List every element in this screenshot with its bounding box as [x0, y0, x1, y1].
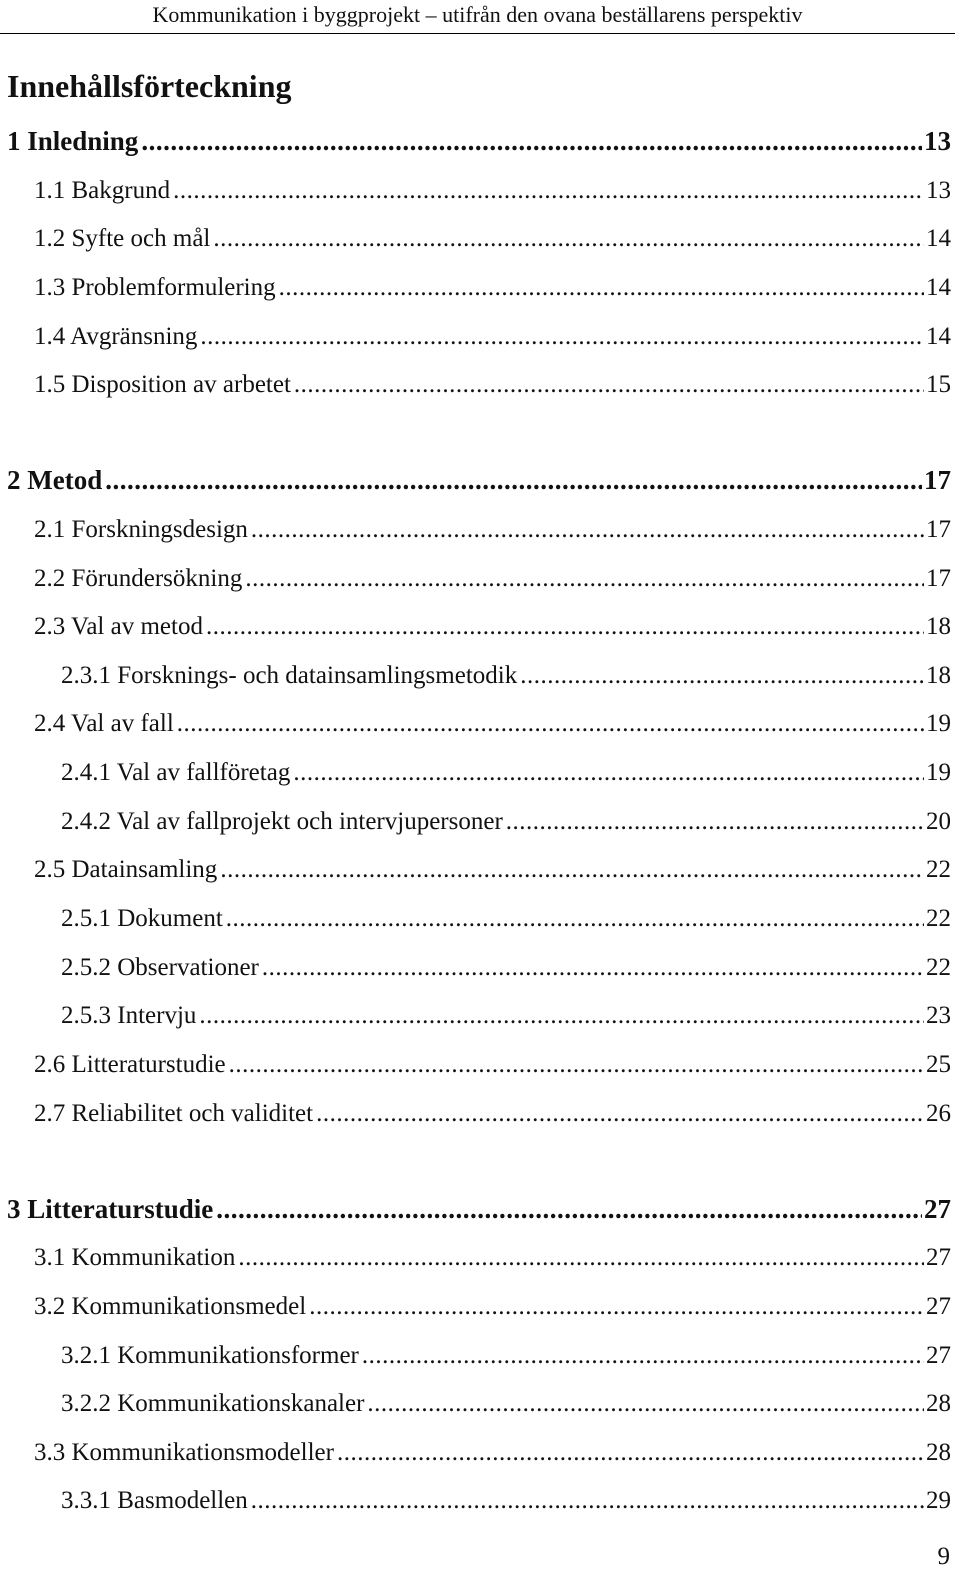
toc-entry[interactable] [34, 1094, 951, 1134]
toc-entry-label: 1.5 Disposition av arbetet [34, 371, 291, 398]
dot-leader [238, 1238, 924, 1278]
dot-leader [316, 1094, 924, 1134]
toc-entry-label: 2.5.3 Intervju [61, 1002, 197, 1029]
toc-entry-label: 2.1 Forskningsdesign [34, 516, 248, 543]
toc-entry-page: 22 [926, 905, 951, 932]
toc-entry-page: 25 [926, 1051, 951, 1078]
toc-entry-page: 13 [926, 177, 951, 204]
dot-leader [206, 607, 924, 647]
toc-entry-page: 27 [926, 1342, 951, 1369]
toc-entry-label: 2.4 Val av fall [34, 710, 174, 737]
toc-entry-page: 14 [926, 225, 951, 252]
toc-entry-label: 1.4 Avgränsning [34, 323, 198, 350]
toc-entry[interactable] [7, 1189, 951, 1229]
toc-entry[interactable] [7, 121, 951, 161]
toc-entry[interactable] [34, 365, 951, 405]
dot-leader [173, 171, 924, 211]
toc-entry-label: 2.5 Datainsamling [34, 856, 218, 883]
running-header: Kommunikation i byggprojekt – utifrån den ovana beställarens perspektiv [0, 0, 955, 34]
dot-leader [293, 753, 924, 793]
toc-entry[interactable] [61, 1336, 951, 1376]
dot-leader [262, 948, 924, 988]
toc-entry-page: 27 [926, 1244, 951, 1271]
toc-entry-page: 27 [926, 1293, 951, 1320]
toc-entry[interactable] [34, 1238, 951, 1278]
dot-leader [213, 219, 924, 259]
dot-leader [245, 559, 924, 599]
toc-entry[interactable] [34, 317, 951, 357]
toc-entry-label: 3.1 Kommunikation [34, 1244, 236, 1271]
toc-entry-page: 28 [926, 1390, 951, 1417]
toc-entry[interactable] [34, 1045, 951, 1085]
toc-entry-page: 14 [926, 274, 951, 301]
toc-entry[interactable] [7, 460, 951, 500]
toc-entry-label: 3.3 Kommunikationsmodeller [34, 1439, 334, 1466]
toc-entry-label: 2.6 Litteraturstudie [34, 1051, 226, 1078]
toc-entry[interactable] [34, 607, 951, 647]
toc-entry-label: 1.3 Problemformulering [34, 274, 276, 301]
toc-entry-page: 28 [926, 1439, 951, 1466]
toc-entry-page: 22 [926, 954, 951, 981]
dot-leader [216, 1189, 922, 1229]
toc-entry[interactable] [34, 171, 951, 211]
toc-entry-label: 2.7 Reliabilitet och validitet [34, 1100, 314, 1127]
dot-leader [229, 1045, 924, 1085]
toc-entry-label: 3 Litteraturstudie [7, 1194, 214, 1224]
toc-entry-label: 2.4.2 Val av fallprojekt och intervjupersoner [61, 808, 503, 835]
toc-entry[interactable] [34, 559, 951, 599]
page-number: 9 [937, 1543, 950, 1570]
toc-entry-page: 19 [926, 759, 951, 786]
toc-entry[interactable] [61, 1481, 951, 1521]
toc-entry-page: 26 [926, 1100, 951, 1127]
toc-entry-label: 2 Metod [7, 465, 103, 495]
dot-leader [200, 317, 924, 357]
toc-entry-label: 1 Inledning [7, 126, 139, 156]
dot-leader [251, 1481, 924, 1521]
toc-entry-label: 2.4.1 Val av fallföretag [61, 759, 291, 786]
toc-entry[interactable] [34, 704, 951, 744]
toc-entry-label: 2.3 Val av metod [34, 613, 203, 640]
toc-entry-label: 3.2.1 Kommunikationsformer [61, 1342, 359, 1369]
toc-entry[interactable] [61, 899, 951, 939]
toc-entry[interactable] [61, 656, 951, 696]
toc-entry-label: 2.5.2 Observationer [61, 954, 259, 981]
toc-entry-page: 29 [926, 1487, 951, 1514]
toc-entry[interactable] [34, 268, 951, 308]
toc-entry-label: 1.2 Syfte och mål [34, 225, 211, 252]
toc-entry-page: 18 [926, 662, 951, 689]
toc-entry[interactable] [34, 850, 951, 890]
toc-entry-label: 3.2 Kommunikationsmedel [34, 1293, 307, 1320]
toc-entry[interactable] [61, 753, 951, 793]
toc-entry[interactable] [61, 1384, 951, 1424]
dot-leader [520, 656, 924, 696]
dot-leader [362, 1336, 924, 1376]
dot-leader [294, 365, 924, 405]
toc-entry[interactable] [34, 1433, 951, 1473]
toc-entry-label: 3.2.2 Kommunikationskanaler [61, 1390, 365, 1417]
toc-entry[interactable] [61, 996, 951, 1036]
toc-entry[interactable] [34, 219, 951, 259]
dot-leader [309, 1287, 924, 1327]
toc-entry-page: 17 [924, 465, 951, 495]
toc-entry-page: 18 [926, 613, 951, 640]
dot-leader [251, 510, 924, 550]
dot-leader [337, 1433, 924, 1473]
toc-entry-page: 14 [926, 323, 951, 350]
toc-entry[interactable] [34, 510, 951, 550]
toc-entry-page: 20 [926, 808, 951, 835]
toc-entry[interactable] [61, 802, 951, 842]
toc-entry-label: 2.2 Förundersökning [34, 565, 243, 592]
dot-leader [177, 704, 924, 744]
toc-entry-page: 19 [926, 710, 951, 737]
toc-entry-page: 17 [926, 516, 951, 543]
toc-entry-page: 13 [924, 126, 951, 156]
dot-leader [226, 899, 924, 939]
toc-entry-page: 17 [926, 565, 951, 592]
dot-leader [279, 268, 924, 308]
dot-leader [220, 850, 924, 890]
dot-leader [199, 996, 924, 1036]
toc-entry-page: 27 [924, 1194, 951, 1224]
toc-entry[interactable] [61, 948, 951, 988]
toc-title: Innehållsförteckning [7, 68, 292, 104]
toc-entry-page: 23 [926, 1002, 951, 1029]
dot-leader [105, 460, 922, 500]
dot-leader [367, 1384, 924, 1424]
toc-entry[interactable] [34, 1287, 951, 1327]
toc-entry-page: 22 [926, 856, 951, 883]
toc-entry-label: 2.3.1 Forsknings- och datainsamlingsmetodik [61, 662, 518, 689]
toc-entry-label: 3.3.1 Basmodellen [61, 1487, 248, 1514]
dot-leader [141, 121, 922, 161]
toc-entry-label: 1.1 Bakgrund [34, 177, 171, 204]
dot-leader [506, 802, 924, 842]
toc-entry-page: 15 [926, 371, 951, 398]
toc-entry-label: 2.5.1 Dokument [61, 905, 223, 932]
